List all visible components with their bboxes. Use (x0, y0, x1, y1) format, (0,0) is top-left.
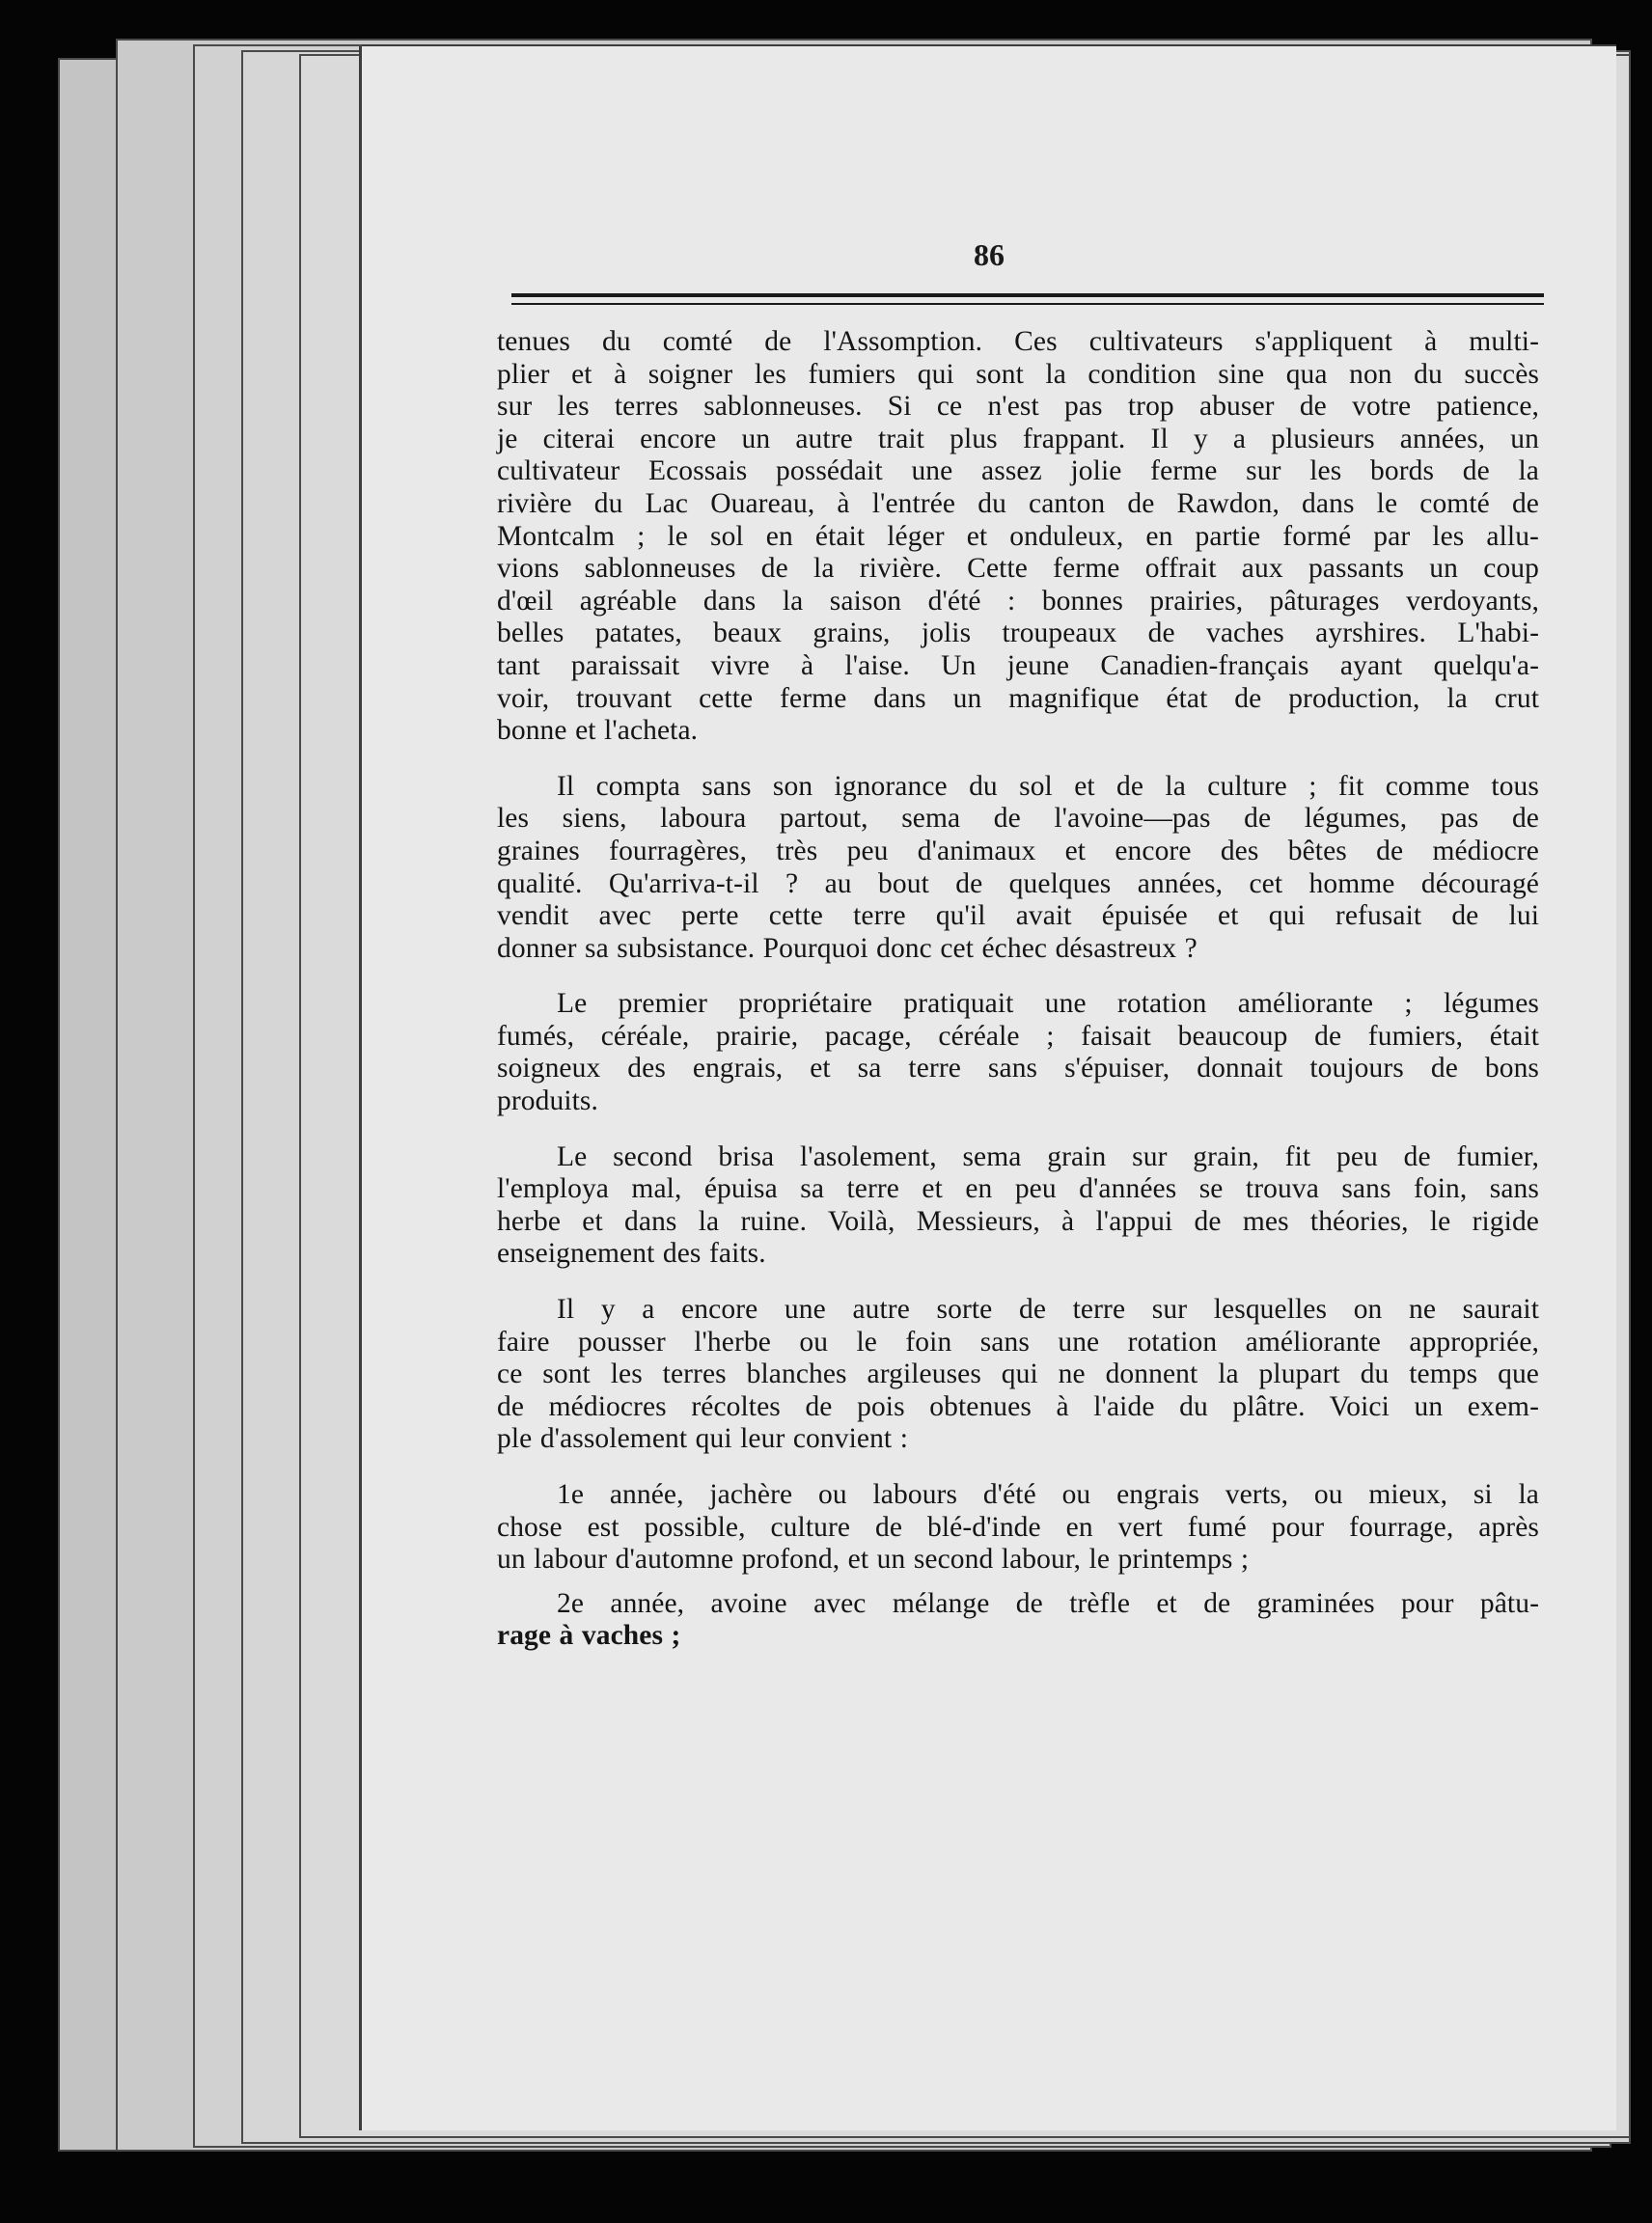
text-line: Il compta sans son ignorance du sol et de la culture ; fit comme tous (557, 770, 1539, 802)
text-line: bonne et l'acheta. (497, 715, 699, 747)
text-line: belles patates, beaux grains, jolis troupeaux de vaches ayrshires. L'habi- (497, 618, 1539, 649)
body-text (497, 326, 1539, 1653)
text-line: sur les terres sablonneuses. Si ce n'est pas trop abuser de votre patience, (497, 391, 1539, 423)
text-line: un labour d'automne profond, et un second labour, le printemps ; (497, 1544, 1250, 1576)
text-line: 1e année, jachère ou labours d'été ou engrais verts, ou mieux, si la (557, 1479, 1539, 1510)
page (362, 46, 1616, 2130)
text-line: chose est possible, culture de blé-d'inde en vert fumé pour fourrage, après (497, 1511, 1539, 1543)
header-rule (511, 293, 1544, 297)
text-line: l'employa mal, épuisa sa terre et en peu d'années se trouva sans foin, sans (497, 1173, 1539, 1205)
text-line: je citerai encore un autre trait plus frappant. Il y a plusieurs années, un (497, 423, 1539, 454)
text-line: ce sont les terres blanches argileuses qui ne donnent la plupart du temps que (497, 1358, 1539, 1390)
text-line: tenues du comté de l'Assomption. Ces cultivateurs s'appliquent à multi- (497, 326, 1539, 357)
paragraph (497, 771, 1539, 966)
text-line: faire pousser l'herbe ou le foin sans une rotation améliorante appropriée, (497, 1326, 1539, 1358)
paragraph (497, 1588, 1539, 1653)
paragraph (497, 326, 1539, 748)
text-line: soigneux des engrais, et sa terre sans s'épuiser, donnait toujours de bons (497, 1053, 1539, 1084)
header-rule-thin (511, 303, 1544, 305)
text-line: cultivateur Ecossais possédait une assez jolie ferme sur les bords de la (497, 455, 1539, 487)
text-line: rage à vaches ; (497, 1620, 681, 1652)
text-line: enseignement des faits. (497, 1238, 766, 1270)
text-line: 2e année, avoine avec mélange de trèfle et de graminées pour pâtu- (557, 1587, 1539, 1619)
paragraph (497, 1479, 1539, 1577)
text-line: voir, trouvant cette ferme dans un magnifique état de production, la crut (497, 682, 1539, 714)
text-line: qualité. Qu'arriva-t-il ? au bout de quelques années, cet homme découragé (497, 867, 1539, 899)
text-line: Le premier propriétaire pratiquait une rotation améliorante ; légumes (557, 988, 1539, 1020)
text-line: donner sa subsistance. Pourquoi donc cet échec désastreux ? (497, 932, 1198, 964)
text-line: ple d'assolement qui leur convient : (497, 1423, 908, 1455)
text-line: Montcalm ; le sol en était léger et onduleux, en partie formé par les allu- (497, 520, 1539, 552)
text-line: les siens, laboura partout, sema de l'avoine—pas de légumes, pas de (497, 803, 1539, 835)
text-line: fumés, céréale, prairie, pacage, céréale ; faisait beaucoup de fumiers, était (497, 1020, 1539, 1052)
page-number: 86 (974, 237, 1005, 272)
paragraph (497, 988, 1539, 1117)
text-line: rivière du Lac Ouareau, à l'entrée du canton de Rawdon, dans le comté de (497, 487, 1539, 519)
text-line: plier et à soigner les fumiers qui sont la condition sine qua non du succès (497, 358, 1539, 390)
paragraph (497, 1141, 1539, 1271)
text-line: d'œil agréable dans la saison d'été : bonnes prairies, pâturages verdoyants, (497, 585, 1539, 617)
text-line: tant paraissait vivre à l'aise. Un jeune Canadien-français ayant quelqu'a- (497, 649, 1539, 681)
text-line: produits. (497, 1085, 598, 1117)
paragraph (497, 1294, 1539, 1456)
text-line: Le second brisa l'asolement, sema grain sur grain, fit peu de fumier, (557, 1140, 1539, 1172)
text-line: vions sablonneuses de la rivière. Cette ferme offrait aux passants un coup (497, 553, 1539, 585)
text-line: de médiocres récoltes de pois obtenues à l'aide du plâtre. Voici un exem- (497, 1390, 1539, 1422)
text-line: herbe et dans la ruine. Voilà, Messieurs, à l'appui de mes théories, le rigide (497, 1205, 1539, 1237)
text-line: graines fourragères, très peu d'animaux et encore des bêtes de médiocre (497, 835, 1539, 866)
text-line: Il y a encore une autre sorte de terre sur lesquelles on ne saurait (557, 1294, 1539, 1326)
text-line: vendit avec perte cette terre qu'il avait épuisée et qui refusait de lui (497, 900, 1539, 932)
